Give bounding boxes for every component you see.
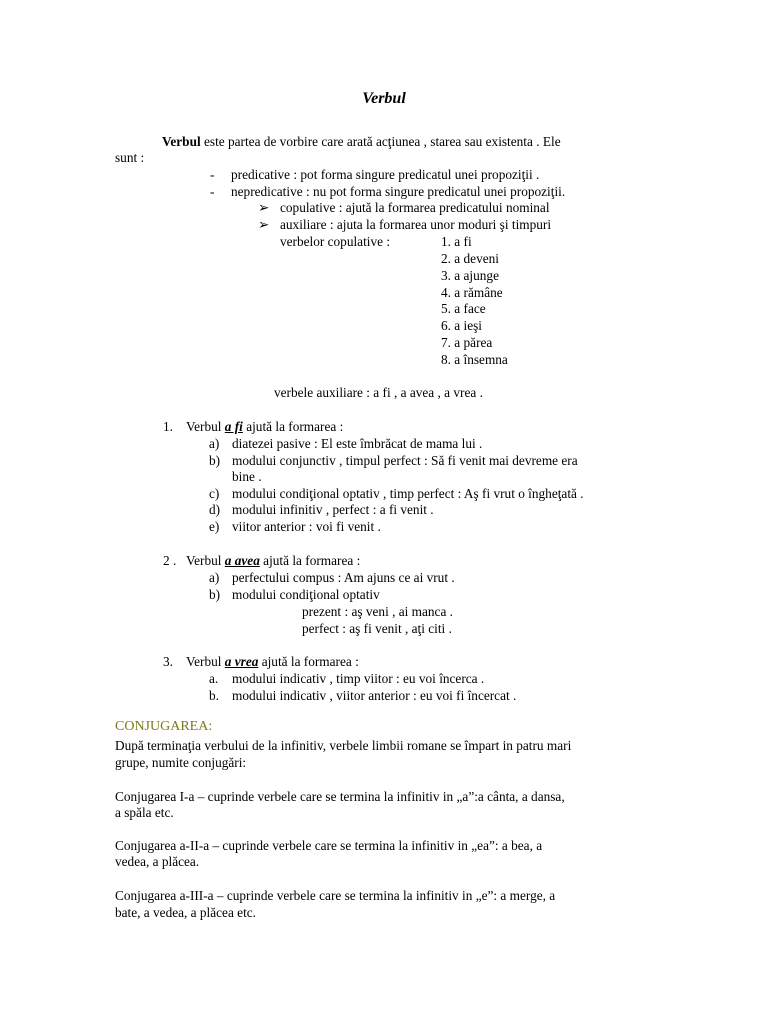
list-item: viitor anterior : voi fi venit . (232, 519, 381, 534)
intro-line (162, 134, 561, 150)
subkind-auxiliare: auxiliare : ajuta la formarea unor moduri şi timpuri (280, 217, 552, 232)
arrow-bullet: ➢ (258, 200, 270, 215)
arrow-bullet: ➢ (258, 217, 270, 232)
list-item: 4. a rămâne (441, 285, 503, 300)
list-item: 8. a însemna (441, 352, 508, 367)
list-item: modului infinitiv , perfect : a fi venit . (232, 502, 434, 517)
list-marker: c) (209, 486, 220, 501)
list-marker: e) (209, 519, 220, 534)
section-heading-a-fi: Verbul a fi ajută la formarea : (186, 419, 344, 434)
conjugation-group-1-cont: a spăla etc. (115, 805, 174, 820)
list-item: modului condiţional optativ (232, 587, 380, 602)
list-marker: - (210, 184, 215, 199)
verb-a-vrea: a vrea (224, 654, 259, 669)
list-item: diatezei pasive : El este îmbrăcat de mama lui . (232, 436, 483, 451)
list-item: modului conjunctiv , timpul perfect : Să fi venit mai devreme era (232, 453, 578, 468)
intro-continuation: sunt : (115, 150, 145, 165)
section-number: 2 . (163, 553, 177, 568)
list-item: modului indicativ , viitor anterior : eu voi fi încercat . (232, 688, 517, 703)
intro-term: Verbul (162, 134, 201, 149)
list-item: modului condiţional optativ , timp perfect : Aş fi vrut o îngheţată . (232, 486, 584, 501)
conjugation-group-1: Conjugarea I-a – cuprinde verbele care se termina la infinitiv in „a”:a cânta, a dansa, (115, 789, 565, 804)
list-item: 2. a deveni (441, 251, 499, 266)
list-item: 1. a fi (441, 234, 472, 249)
list-subitem: perfect : aş fi venit , aţi citi . (302, 621, 452, 636)
subkind-copulative: copulative : ajută la formarea predicatului nominal (280, 200, 550, 215)
verb-a-avea: a avea (224, 553, 260, 568)
section-heading-a-avea: Verbul a avea ajută la formarea : (186, 553, 361, 568)
conjugation-group-2: Conjugarea a-II-a – cuprinde verbele care se termina la infinitiv in „ea”: a bea, a (115, 838, 543, 853)
copulative-label: verbelor copulative : (280, 234, 391, 249)
list-item: 3. a ajunge (441, 268, 499, 283)
conjugation-group-2-cont: vedea, a plăcea. (115, 854, 200, 869)
conjugation-group-3: Conjugarea a-III-a – cuprinde verbele care se termina la infinitiv in „e”: a merge, a (115, 888, 556, 903)
conjugation-group-3-cont: bate, a vedea, a plăcea etc. (115, 905, 256, 920)
section-number: 3. (163, 654, 173, 669)
list-marker: - (210, 167, 215, 182)
kind-predicative: predicative : pot forma singure predicatul unei propoziţii . (231, 167, 540, 182)
list-marker: b) (209, 587, 221, 602)
kind-nepredicative: nepredicative : nu pot forma singure predicatul unei propoziţii. (231, 184, 566, 199)
list-marker: b) (209, 453, 221, 468)
section-heading-conjugarea: CONJUGAREA: (115, 719, 213, 734)
list-marker: d) (209, 502, 221, 517)
verb-a-fi: a fi (224, 419, 243, 434)
section-heading-a-vrea: Verbul a vrea ajută la formarea : (186, 654, 359, 669)
list-item: modului indicativ , timp viitor : eu voi încerca . (232, 671, 485, 686)
list-item: 5. a face (441, 301, 486, 316)
list-item: 6. a ieşi (441, 318, 482, 333)
paragraph-line: grupe, numite conjugări: (115, 755, 247, 770)
list-item: perfectului compus : Am ajuns ce ai vrut . (232, 570, 455, 585)
intro-text: este partea de vorbire care arată acţiunea , starea sau existenta . Ele (200, 134, 561, 149)
paragraph-line: După terminaţia verbului de la infinitiv, verbele limbii romane se împart in patru mari (115, 738, 572, 753)
list-marker: a) (209, 436, 220, 451)
list-item-continuation: bine . (232, 469, 262, 484)
list-marker: a. (209, 671, 219, 686)
section-number: 1. (163, 419, 173, 434)
auxiliary-verbs-line: verbele auxiliare : a fi , a avea , a vrea . (274, 385, 483, 400)
list-marker: b. (209, 688, 219, 703)
page-title: Verbul (362, 90, 406, 107)
list-subitem: prezent : aş veni , ai manca . (302, 604, 453, 619)
list-marker: a) (209, 570, 220, 585)
list-item: 7. a părea (441, 335, 493, 350)
